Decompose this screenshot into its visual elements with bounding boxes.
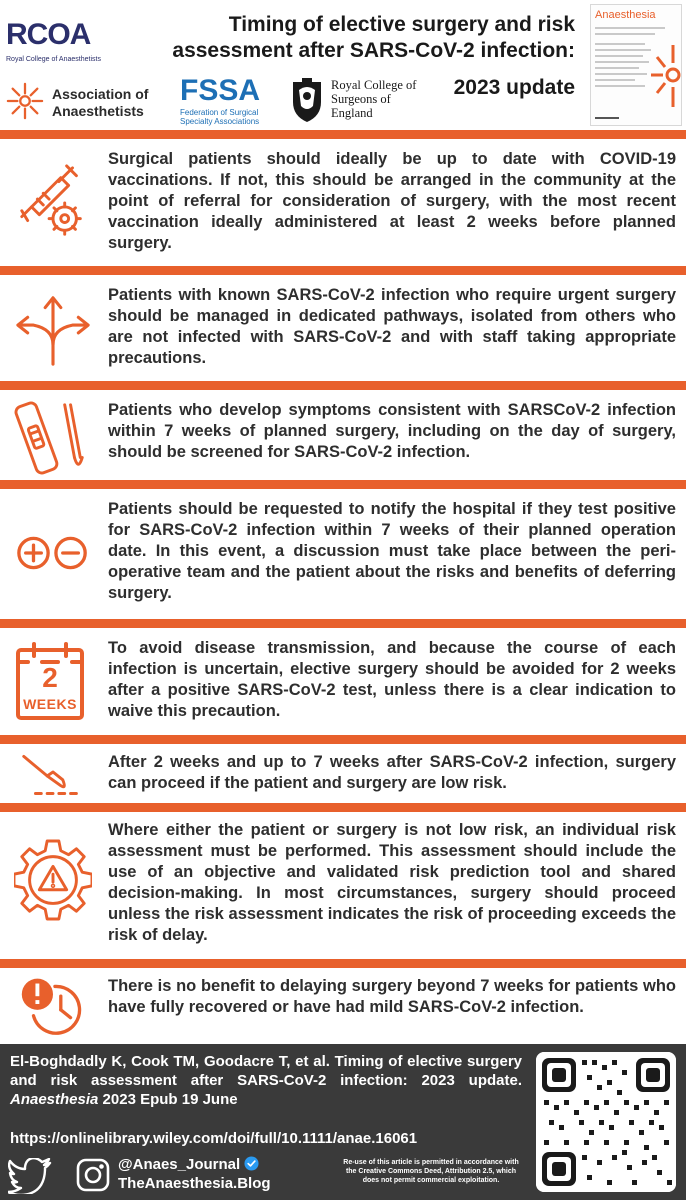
thumb-line <box>595 55 643 57</box>
alert-clock-icon <box>14 972 92 1036</box>
page-title-year: 2023 update <box>453 76 575 99</box>
recommendation-notify-hospital <box>0 489 686 619</box>
fssa-logo-subtitle: Federation of Surgical Specialty Associations <box>180 108 260 126</box>
rcs-logo-text: Royal College of Surgeons of England <box>331 78 417 120</box>
split-arrows-pathway-icon <box>14 289 92 369</box>
journal-cover-title: Anaesthesia <box>595 9 656 21</box>
aoa-starburst-icon <box>6 82 44 120</box>
recommendation-text: There is no benefit to delaying surgery beyond 7 weeks for patients who have fully recovered or have had mild SARS-CoV-2 infection. <box>108 977 676 1016</box>
thumb-line <box>595 67 639 69</box>
instagram-icon[interactable] <box>76 1158 110 1192</box>
license-notice: Re-use of this article is permitted in accordance with the Creative Commons Deed, Attribution 2.5, which does not permit commercial exploitation. <box>343 1159 519 1184</box>
thumb-line <box>595 27 665 29</box>
rcoa-logo-text: RCOA <box>6 18 91 51</box>
verified-badge-icon <box>244 1156 259 1171</box>
citation-tail: 2023 Epub 19 June <box>98 1091 238 1108</box>
social-links <box>8 1156 368 1196</box>
section-divider <box>0 959 686 968</box>
social-handle-text: @Anaes_Journal <box>118 1156 241 1173</box>
thumb-line <box>595 49 651 51</box>
journal-cover-graphic <box>649 35 682 115</box>
social-handle[interactable] <box>118 1156 259 1173</box>
qr-code[interactable] <box>536 1052 676 1192</box>
association-of-anaesthetists-logo <box>6 78 176 122</box>
section-divider <box>0 381 686 390</box>
recommendation-screening <box>0 390 686 480</box>
recommendation-text: To avoid disease transmission, and because the course of each infection is uncertain, elective surgery should be avoided for 2 weeks after a positive SARS-CoV-2 test, unless there is a clear indication to waive this precaution. <box>108 639 676 720</box>
rcoa-logo-subtitle: Royal College of Anaesthetists <box>6 56 101 63</box>
header <box>0 0 686 130</box>
citation <box>10 1052 522 1109</box>
section-divider <box>0 803 686 812</box>
section-divider <box>0 619 686 628</box>
vaccine-syringe-icon <box>14 161 92 245</box>
thumb-line <box>595 85 645 87</box>
recommendation-low-risk-proceed <box>0 744 686 803</box>
article-link[interactable]: https://onlinelibrary.wiley.com/doi/full/10.1111/anae.16061 <box>10 1130 418 1147</box>
recommendation-individual-risk-assessment <box>0 812 686 959</box>
recommendation-text: After 2 weeks and up to 7 weeks after SARS-CoV-2 infection, surgery can proceed if the patient and surgery are low risk. <box>108 753 676 792</box>
calendar-two-weeks-icon <box>14 640 92 722</box>
blog-link[interactable]: TheAnaesthesia.Blog <box>118 1175 271 1192</box>
citation-journal: Anaesthesia <box>10 1091 99 1108</box>
recommendation-text: Surgical patients should ideally be up to date with COVID-19 vaccinations. If not, this should be arranged in the community at the point of referral for consideration of surgery, with the most recent vaccination ideally administered at least 2 weeks before planned surgery. <box>108 150 676 252</box>
section-divider <box>0 266 686 275</box>
section-divider <box>0 130 686 139</box>
fssa-logo <box>180 74 270 126</box>
aoa-logo-text: Association of Anaesthetists <box>52 86 149 119</box>
recommendation-text: Patients with known SARS-CoV-2 infection who require urgent surgery should be managed in dedicated pathways, isolated from others who are not infected with SARS-CoV-2 and with staff taking appropriate precautions. <box>108 286 676 367</box>
thumb-line <box>595 73 647 75</box>
rcs-crest-icon <box>287 76 327 124</box>
thumb-line <box>595 33 655 35</box>
recommendation-avoid-two-weeks <box>0 628 686 735</box>
footer <box>0 1044 686 1200</box>
recommendation-dedicated-pathways <box>0 275 686 381</box>
section-divider <box>0 735 686 744</box>
scalpel-icon <box>14 748 92 798</box>
page-title: Timing of elective surgery and risk assessment after SARS-CoV-2 infection: <box>172 13 575 62</box>
rcs-england-logo <box>287 76 417 126</box>
section-divider <box>0 480 686 489</box>
recommendation-text: Where either the patient or surgery is not low risk, an individual risk assessment must be performed. This assessment should include the use of an objective and validated risk prediction tool and shared decision-making. In most circumstances, surgery should proceed unless the risk assessment indicates the risk of proceeding exceeds the risk of delay. <box>108 821 676 944</box>
thumb-line <box>595 61 649 63</box>
fssa-logo-text: FSSA <box>180 74 261 107</box>
journal-cover-thumbnail <box>590 4 682 126</box>
recommendation-text: Patients who develop symptoms consistent with SARSCoV-2 infection within 7 weeks of planned surgery, including on the day of surgery, should be screened for SARS-CoV-2 infection. <box>108 401 676 461</box>
calendar-number: 2 <box>42 662 58 693</box>
recommendation-vaccination <box>0 139 686 266</box>
calendar-label: WEEKS <box>23 696 77 712</box>
twitter-icon[interactable] <box>8 1158 52 1194</box>
rcoa-logo <box>6 18 102 66</box>
plus-minus-icon <box>14 533 92 573</box>
recommendation-text: Patients should be requested to notify the hospital if they test positive for SARS-CoV-2 infection within 7 weeks of their planned operation date. In this event, a discussion must take place between the peri-operative team and the patient about the risks and benefits of deferring surgery. <box>108 500 676 602</box>
thumb-line <box>595 43 645 45</box>
gear-warning-icon <box>14 832 92 928</box>
thumb-footer <box>595 117 619 119</box>
recommendation-no-benefit-delay <box>0 968 686 1044</box>
citation-authors: El-Boghdadly K, Cook TM, Goodacre T, et al. Timing of elective surgery and risk assessment after SARS-CoV-2 infection: 2023 update. <box>10 1053 522 1089</box>
thumb-line <box>595 79 635 81</box>
lateral-flow-test-icon <box>14 396 92 478</box>
